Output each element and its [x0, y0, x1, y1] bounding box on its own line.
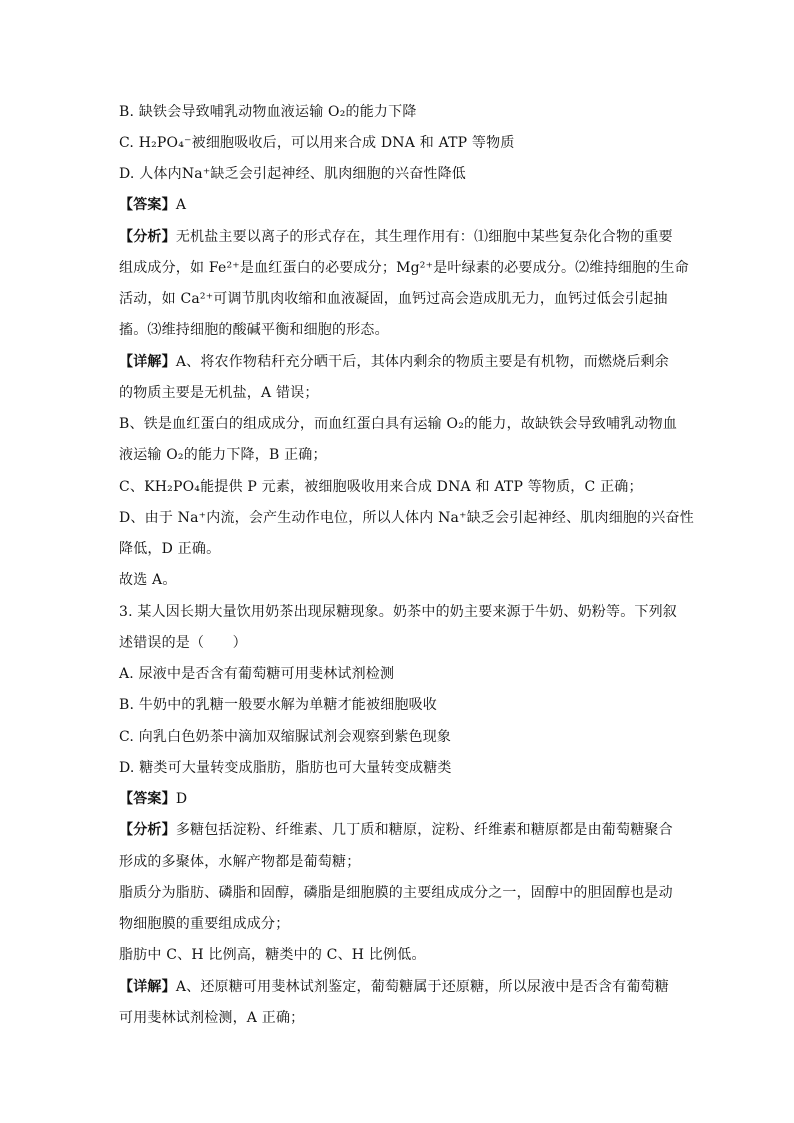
q2-option-b: B. 缺铁会导致哺乳动物血液运输 O₂的能力下降 [119, 104, 417, 120]
q2-analysis-line: 活动，如 Ca²⁺可调节肌肉收缩和血液凝固，血钙过高会造成肌无力，血钙过低会引起抽 [119, 291, 668, 307]
q3-stem-line: 述错误的是（ ） [119, 635, 247, 651]
q2-detail-line: 液运输 O₂的能力下降，B 正确； [119, 447, 327, 463]
q3-analysis-line: 脂肪中 C、H 比例高，糖类中的 C、H 比例低。 [119, 947, 426, 963]
q2-answer [119, 195, 679, 215]
answer-value: D [175, 791, 188, 807]
q3-detail-line [119, 977, 679, 997]
q2-option-c: C. H₂PO₄⁻被细胞吸收后，可以用来合成 DNA 和 ATP 等物质 [119, 135, 515, 151]
q2-option-d: D. 人体内Na⁺缺乏会引起神经、肌肉细胞的兴奋性降低 [119, 166, 467, 182]
q3-analysis-line [119, 820, 679, 840]
q2-analysis-line: 搐。⑶维持细胞的酸碱平衡和细胞的形态。 [119, 322, 389, 338]
q2-detail-line: B、铁是血红蛋白的组成成分，而血红蛋白具有运输 O₂的能力，故缺铁会导致哺乳动物血 [119, 416, 678, 432]
q3-option-b: B. 牛奶中的乳糖一般要水解为单糖才能被细胞吸收 [119, 697, 437, 713]
q3-answer [119, 789, 679, 809]
analysis-text: 多糖包括淀粉、纤维素、几丁质和糖原，淀粉、纤维素和糖原都是由葡萄糖聚合 [175, 822, 673, 838]
answer-value: A [175, 197, 187, 213]
analysis-text: 无机盐主要以离子的形式存在，其生理作用有：⑴细胞中某些复杂化合物的重要 [175, 229, 673, 245]
q3-option-d: D. 糖类可大量转变成脂肪，脂肪也可大量转变成糖类 [119, 760, 452, 776]
analysis-tag: 【分析】 [119, 229, 176, 245]
q2-detail-line: 的物质主要是无机盐，A 错误； [119, 385, 319, 401]
detail-tag: 【详解】 [119, 354, 176, 370]
q2-analysis-line: 组成成分，如 Fe²⁺是血红蛋白的必要成分；Mg²⁺是叶绿素的必要成分。⑵维持细胞的生命 [119, 260, 689, 276]
q3-detail-line: 可用斐林试剂检测，A 正确； [119, 1010, 305, 1026]
detail-tag: 【详解】 [119, 979, 176, 995]
answer-tag: 【答案】 [119, 197, 176, 213]
detail-text: A、将农作物秸秆充分晒干后，其体内剩余的物质主要是有机物，而燃烧后剩余 [175, 354, 669, 370]
detail-text: A、还原糖可用斐林试剂鉴定，葡萄糖属于还原糖，所以尿液中是否含有葡萄糖 [175, 979, 669, 995]
q2-conclusion: 故选 A。 [119, 572, 177, 588]
q2-detail-line: C、KH₂PO₄能提供 P 元素，被细胞吸收用来合成 DNA 和 ATP 等物质，C 正确； [119, 479, 643, 495]
q2-analysis-line [119, 227, 679, 247]
q3-analysis-line: 脂质分为脂肪、磷脂和固醇，磷脂是细胞膜的主要组成成分之一，固醇中的胆固醇也是动 [119, 885, 673, 901]
q3-option-a: A. 尿液中是否含有葡萄糖可用斐林试剂检测 [119, 666, 395, 682]
q2-detail-line: D、由于 Na⁺内流，会产生动作电位，所以人体内 Na⁺缺乏会引起神经、肌肉细胞的兴奋性 [119, 510, 694, 526]
q3-option-c: C. 向乳白色奶茶中滴加双缩脲试剂会观察到紫色现象 [119, 729, 452, 745]
q3-analysis-line: 物细胞膜的重要组成成分； [119, 916, 290, 932]
answer-tag: 【答案】 [119, 791, 176, 807]
analysis-tag: 【分析】 [119, 822, 176, 838]
q3-stem-line: 3. 某人因长期大量饮用奶茶出现尿糖现象。奶茶中的奶主要来源于牛奶、奶粉等。下列叙 [119, 604, 678, 620]
q2-detail-line: 降低，D 正确。 [119, 541, 221, 557]
q2-detail-line [119, 352, 679, 372]
q3-analysis-line: 形成的多聚体，水解产物都是葡萄糖； [119, 854, 361, 870]
